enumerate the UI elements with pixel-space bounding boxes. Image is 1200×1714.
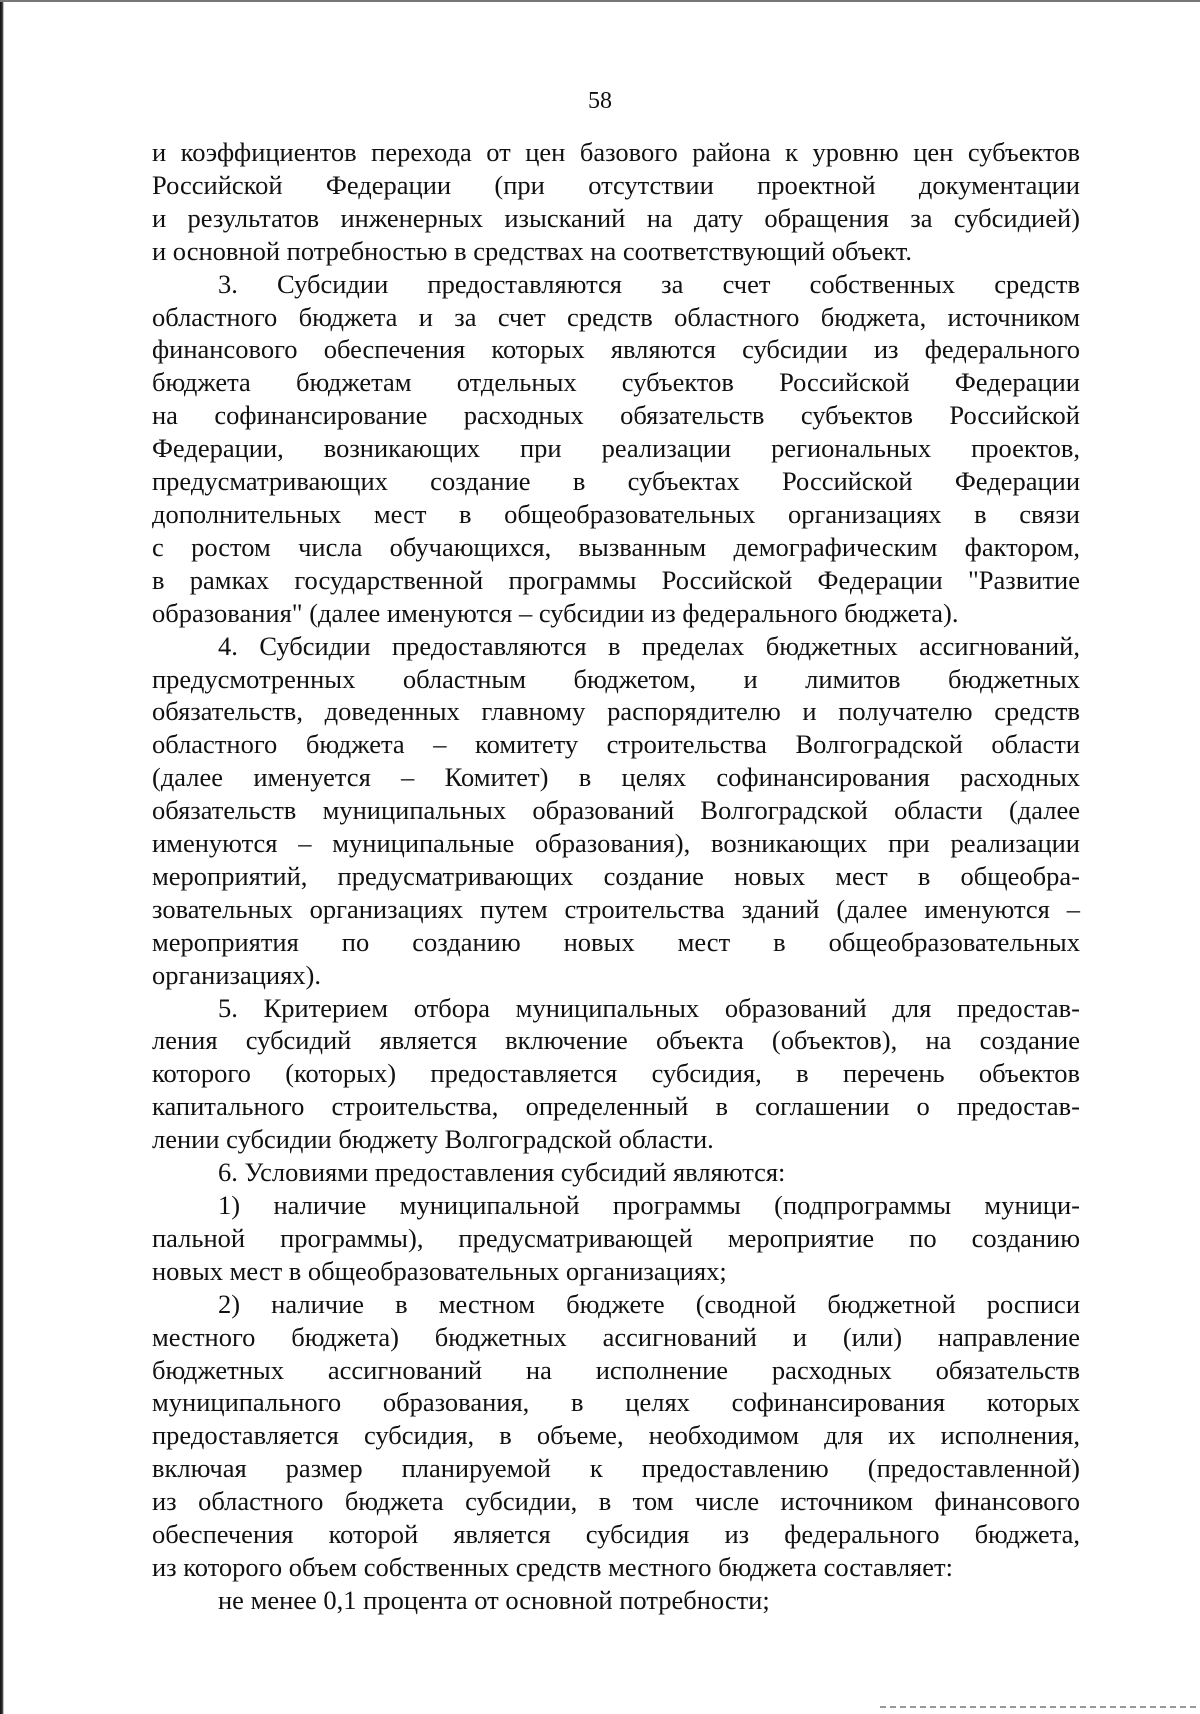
text-line: 6. Условиями предоставления субсидий являются: xyxy=(218,1157,786,1188)
text-line: из которого объем собственных средств местного бюджета составляет: xyxy=(152,1551,953,1582)
text-line: из областного бюджета субсидии, в том числе источником финансового xyxy=(152,1486,1080,1517)
scan-edge-left xyxy=(0,0,4,1714)
text-line: Российской Федерации (при отсутствии проектной документации xyxy=(152,169,1080,200)
text-line: муниципального образования, в целях софинансирования которых xyxy=(152,1387,1080,1418)
text-line: капитального строительства, определенный в соглашении о предостав- xyxy=(152,1091,1080,1122)
text-line: которого (которых) предоставляется субсидия, в перечень объектов xyxy=(152,1058,1080,1089)
text-line: 1) наличие муниципальной программы (подпрограммы муници- xyxy=(218,1190,1080,1220)
text-line: местного бюджета) бюджетных ассигнований и (или) направление xyxy=(152,1321,1080,1352)
text-line: дополнительных мест в общеобразовательных организациях в связи xyxy=(152,498,1080,529)
text-line: бюджета бюджетам отдельных субъектов Российской Федерации xyxy=(152,367,1080,398)
text-line: предусматривающих создание в субъектах Российской Федерации xyxy=(152,466,1080,497)
text-line: и результатов инженерных изысканий на дату обращения за субсидией) xyxy=(152,202,1080,233)
text-line: образования" (далее именуются – субсидии из федерального бюджета). xyxy=(152,597,959,628)
text-line: областного бюджета – комитету строительства Волгоградской области xyxy=(152,729,1080,760)
text-line: организациях). xyxy=(152,959,321,990)
text-line: предусмотренных областным бюджетом, и лимитов бюджетных xyxy=(152,663,1080,694)
text-line: включая размер планируемой к предоставлению (предоставленной) xyxy=(152,1453,1080,1484)
text-line: обязательств, доведенных главному распорядителю и получателю средств xyxy=(152,696,1080,727)
text-line: обязательств муниципальных образований Волгоградской области (далее xyxy=(152,795,1080,826)
text-line: 4. Субсидии предоставляются в пределах бюджетных ассигнований, xyxy=(218,630,1080,661)
text-line: именуются – муниципальные образования), возникающих при реализации xyxy=(152,828,1080,859)
text-line: 3. Субсидии предоставляются за счет собственных средств xyxy=(218,268,1080,299)
text-line: ления субсидий является включение объекта (объектов), на создание xyxy=(152,1025,1080,1056)
scan-edge-bottom xyxy=(880,1706,1200,1708)
text-line: и коэффициентов перехода от цен базового района к уровню цен субъектов xyxy=(152,137,1080,167)
text-line: (далее именуется – Комитет) в целях софинансирования расходных xyxy=(152,762,1080,793)
text-line: с ростом числа обучающихся, вызванным демографическим фактором, xyxy=(152,531,1080,562)
text-line: бюджетных ассигнований на исполнение расходных обязательств xyxy=(152,1354,1080,1385)
text-line: не менее 0,1 процента от основной потребности; xyxy=(218,1584,770,1615)
text-line: пальной программы), предусматривающей мероприятие по созданию xyxy=(152,1222,1080,1253)
text-line: лении субсидии бюджету Волгоградской области. xyxy=(152,1124,714,1155)
text-line: новых мест в общеобразовательных организациях; xyxy=(152,1255,727,1286)
text-line: областного бюджета и за счет средств областного бюджета, источником xyxy=(152,301,1080,332)
scan-edge-top xyxy=(0,0,1200,2)
text-line: финансового обеспечения которых являются субсидии из федерального xyxy=(152,334,1080,365)
text-line: в рамках государственной программы Российской Федерации "Развитие xyxy=(152,564,1080,595)
text-line: Федерации, возникающих при реализации региональных проектов, xyxy=(152,433,1080,464)
document-body xyxy=(152,136,1080,1617)
text-line: зовательных организациях путем строительства зданий (далее именуются – xyxy=(152,893,1080,924)
text-line: обеспечения которой является субсидия из федерального бюджета, xyxy=(152,1519,1080,1550)
text-line: мероприятий, предусматривающих создание новых мест в общеобра- xyxy=(152,860,1080,891)
text-line: и основной потребностью в средствах на соответствующий объект. xyxy=(152,235,913,266)
text-line: предоставляется субсидия, в объеме, необходимом для их исполнения, xyxy=(152,1420,1080,1451)
text-line: 2) наличие в местном бюджете (сводной бюджетной росписи xyxy=(218,1288,1080,1319)
text-line: 5. Критерием отбора муниципальных образований для предостав- xyxy=(218,992,1080,1023)
text-line: мероприятия по созданию новых мест в общеобразовательных xyxy=(152,926,1080,957)
text-line: на софинансирование расходных обязательств субъектов Российской xyxy=(152,400,1080,431)
page-number: 58 xyxy=(588,88,612,114)
